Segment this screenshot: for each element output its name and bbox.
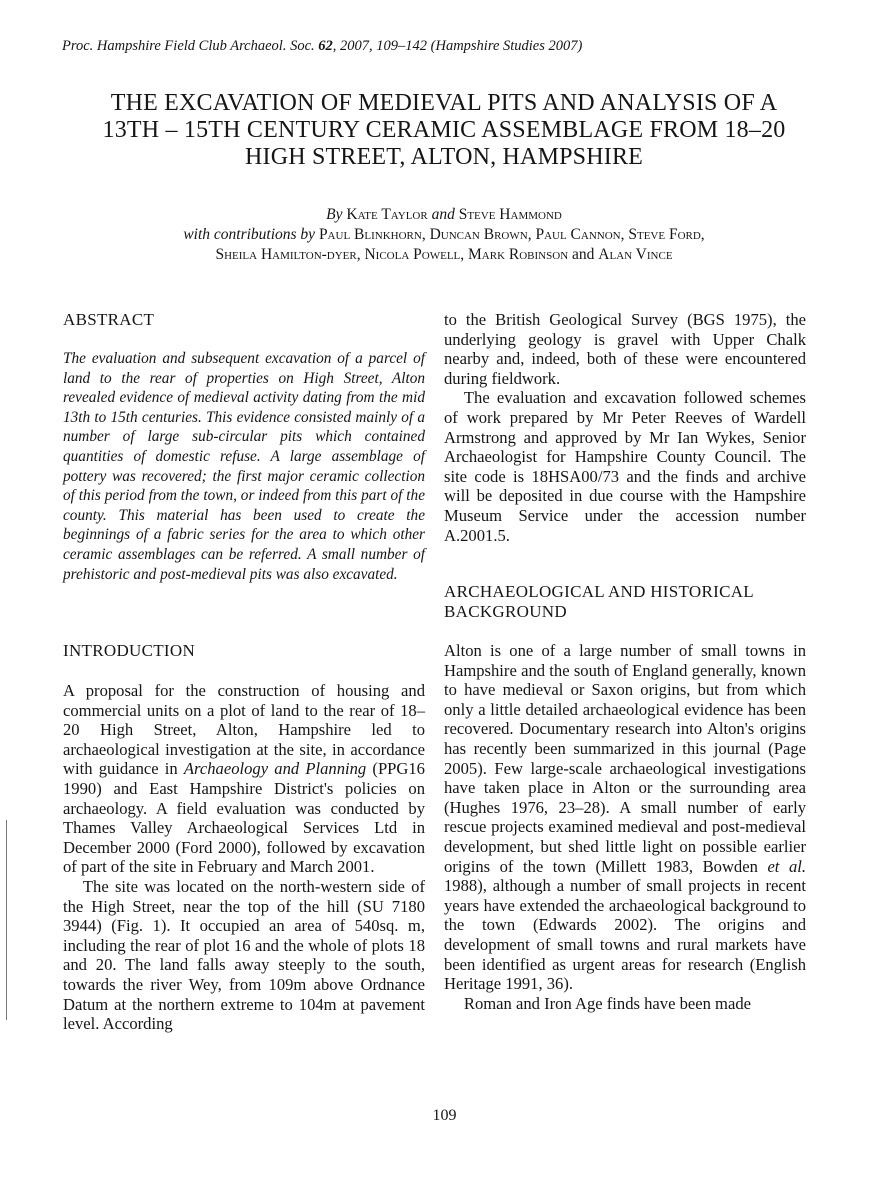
introduction-paragraph-1 (63, 681, 425, 877)
right-column (444, 0, 806, 1194)
bg-p1-italic: et al. (767, 856, 806, 876)
background-heading-line-2: BACKGROUND (444, 602, 567, 621)
title-line-3: HIGH STREET, ALTON, HAMPSHIRE (244, 144, 644, 170)
right-paragraph-1: to the British Geological Survey (BGS 1975), the underlying geology is gravel with Upper Chalk nearby and, indeed, both of these were encountered during fieldwork. (444, 310, 806, 388)
introduction-heading: INTRODUCTION (63, 641, 196, 660)
by-label: By (326, 206, 343, 223)
right-paragraph-2: The evaluation and excavation followed schemes of work prepared by Mr Peter Reeves of Wardell Armstrong and approved by Mr Ian Wykes, Senior Archaeologist for Hampshire County Council. The site code is 18HSA00/73 and the finds and archive will be deposited in due course with the Hampshire Museum Service under the accession number A.2001.5. (444, 388, 806, 545)
page-number: 109 (432, 1107, 457, 1124)
background-body (444, 641, 806, 1013)
and-label-2: and (572, 246, 595, 263)
intro-p1-text-b: (PPG16 1990) and East Hampshire District's policies on archaeology. A field evaluation was conducted by Thames Valley Archaeological Services Ltd in December 2000 (Ford 2000), followed by excavation of part of the site in February and March 2001. (63, 759, 425, 877)
geology-text (444, 310, 806, 545)
scan-margin-line (6, 820, 7, 1020)
running-head-suffix: , 2007, 109–142 (Hampshire Studies 2007) (332, 38, 583, 54)
introduction-paragraph-2: The site was located on the north-western side of the High Street, near the top of the hill (SU 7180 3944) (Fig. 1). It occupied an area of 540sq. m, including the rear of plot 16 and the whole of plots 18 and 20. The land falls away steeply to the south, towards the river Wey, from 109m above Ordnance Datum at the northern extreme to 104m at pavement level. According (63, 876, 425, 1034)
and-label: and (431, 206, 455, 223)
left-column (63, 0, 428, 1194)
title-line-1: THE EXCAVATION OF MEDIEVAL PITS AND ANALYSIS OF A (110, 90, 778, 116)
background-heading-line-1: ARCHAEOLOGICAL AND HISTORICAL (444, 582, 754, 601)
running-head-prefix: Proc. Hampshire Field Club Archaeol. Soc. (62, 38, 315, 54)
introduction-body (63, 681, 425, 1034)
bg-p1-text-a: Alton is one of a large number of small towns in Hampshire and the south of England generally, known to have medieval or Saxon origins, but from which only a little detailed archaeological evidence has been recovered. Documentary research into Alton's origins has recently been summarized in this journal (Page 2005). Few large-scale archaeological investigations have taken place in Alton or the surrounding area (Hughes 1976, 23–28). A small number of early rescue projects examined medieval and post-medieval development, but shed little light on possible earlier origins of the town (Millett 1983, Bowden (444, 641, 806, 876)
background-paragraph-2: Roman and Iron Age finds have been made (463, 993, 751, 1013)
background-paragraph-1 (444, 641, 806, 994)
contributions-label: with contributions by (183, 226, 316, 243)
abstract-text: The evaluation and subsequent excavation of a parcel of land to the rear of properties on High Street, Alton revealed evidence of medieval activity dating from the mid 13th to 15th centuries. This evidence consisted mainly of a number of large sub-circular pits which contained quantities of domestic refuse. A large assemblage of pottery was recovered; the first major ceramic collection of this period from the town, or indeed from this part of the county. This material has been used to create the beginnings of a fabric series for the area to which other ceramic assemblages can be referred. A small number of prehistoric and post-medieval pits was also excavated. (63, 350, 425, 583)
contributors-list-2: Sheila Hamilton-dyer, Nicola Powell, Mark Robinson (215, 246, 569, 263)
author-2: Steve Hammond (458, 206, 562, 223)
running-head-volume: 62 (318, 38, 333, 54)
abstract-body (63, 349, 425, 584)
background-heading (444, 582, 754, 622)
abstract-heading: ABSTRACT (63, 310, 155, 329)
contributors-list-1: Paul Blinkhorn, Duncan Brown, Paul Cannon, Steve Ford, (318, 226, 705, 243)
intro-p1-text-a: A proposal for the construction of housing and commercial units on a plot of land to the rear of 18–20 High Street, Alton, Hampshire led to archaeological investigation at the site, in accordance with guidance in (63, 681, 425, 779)
author-1: Kate Taylor (346, 206, 428, 223)
bg-p1-text-b: 1988), although a number of small projects in recent years have extended the archaeological background to the town (Edwards 2002). The origins and development of small towns and rural markets have been identified as urgent areas for research (English Heritage 1991, 36). (444, 876, 806, 994)
contributor-last: Alan Vince (598, 246, 673, 263)
title-line-2: 13TH – 15TH CENTURY CERAMIC ASSEMBLAGE FROM 18–20 (102, 117, 786, 143)
intro-p1-italic: Archaeology and Planning (183, 759, 367, 779)
